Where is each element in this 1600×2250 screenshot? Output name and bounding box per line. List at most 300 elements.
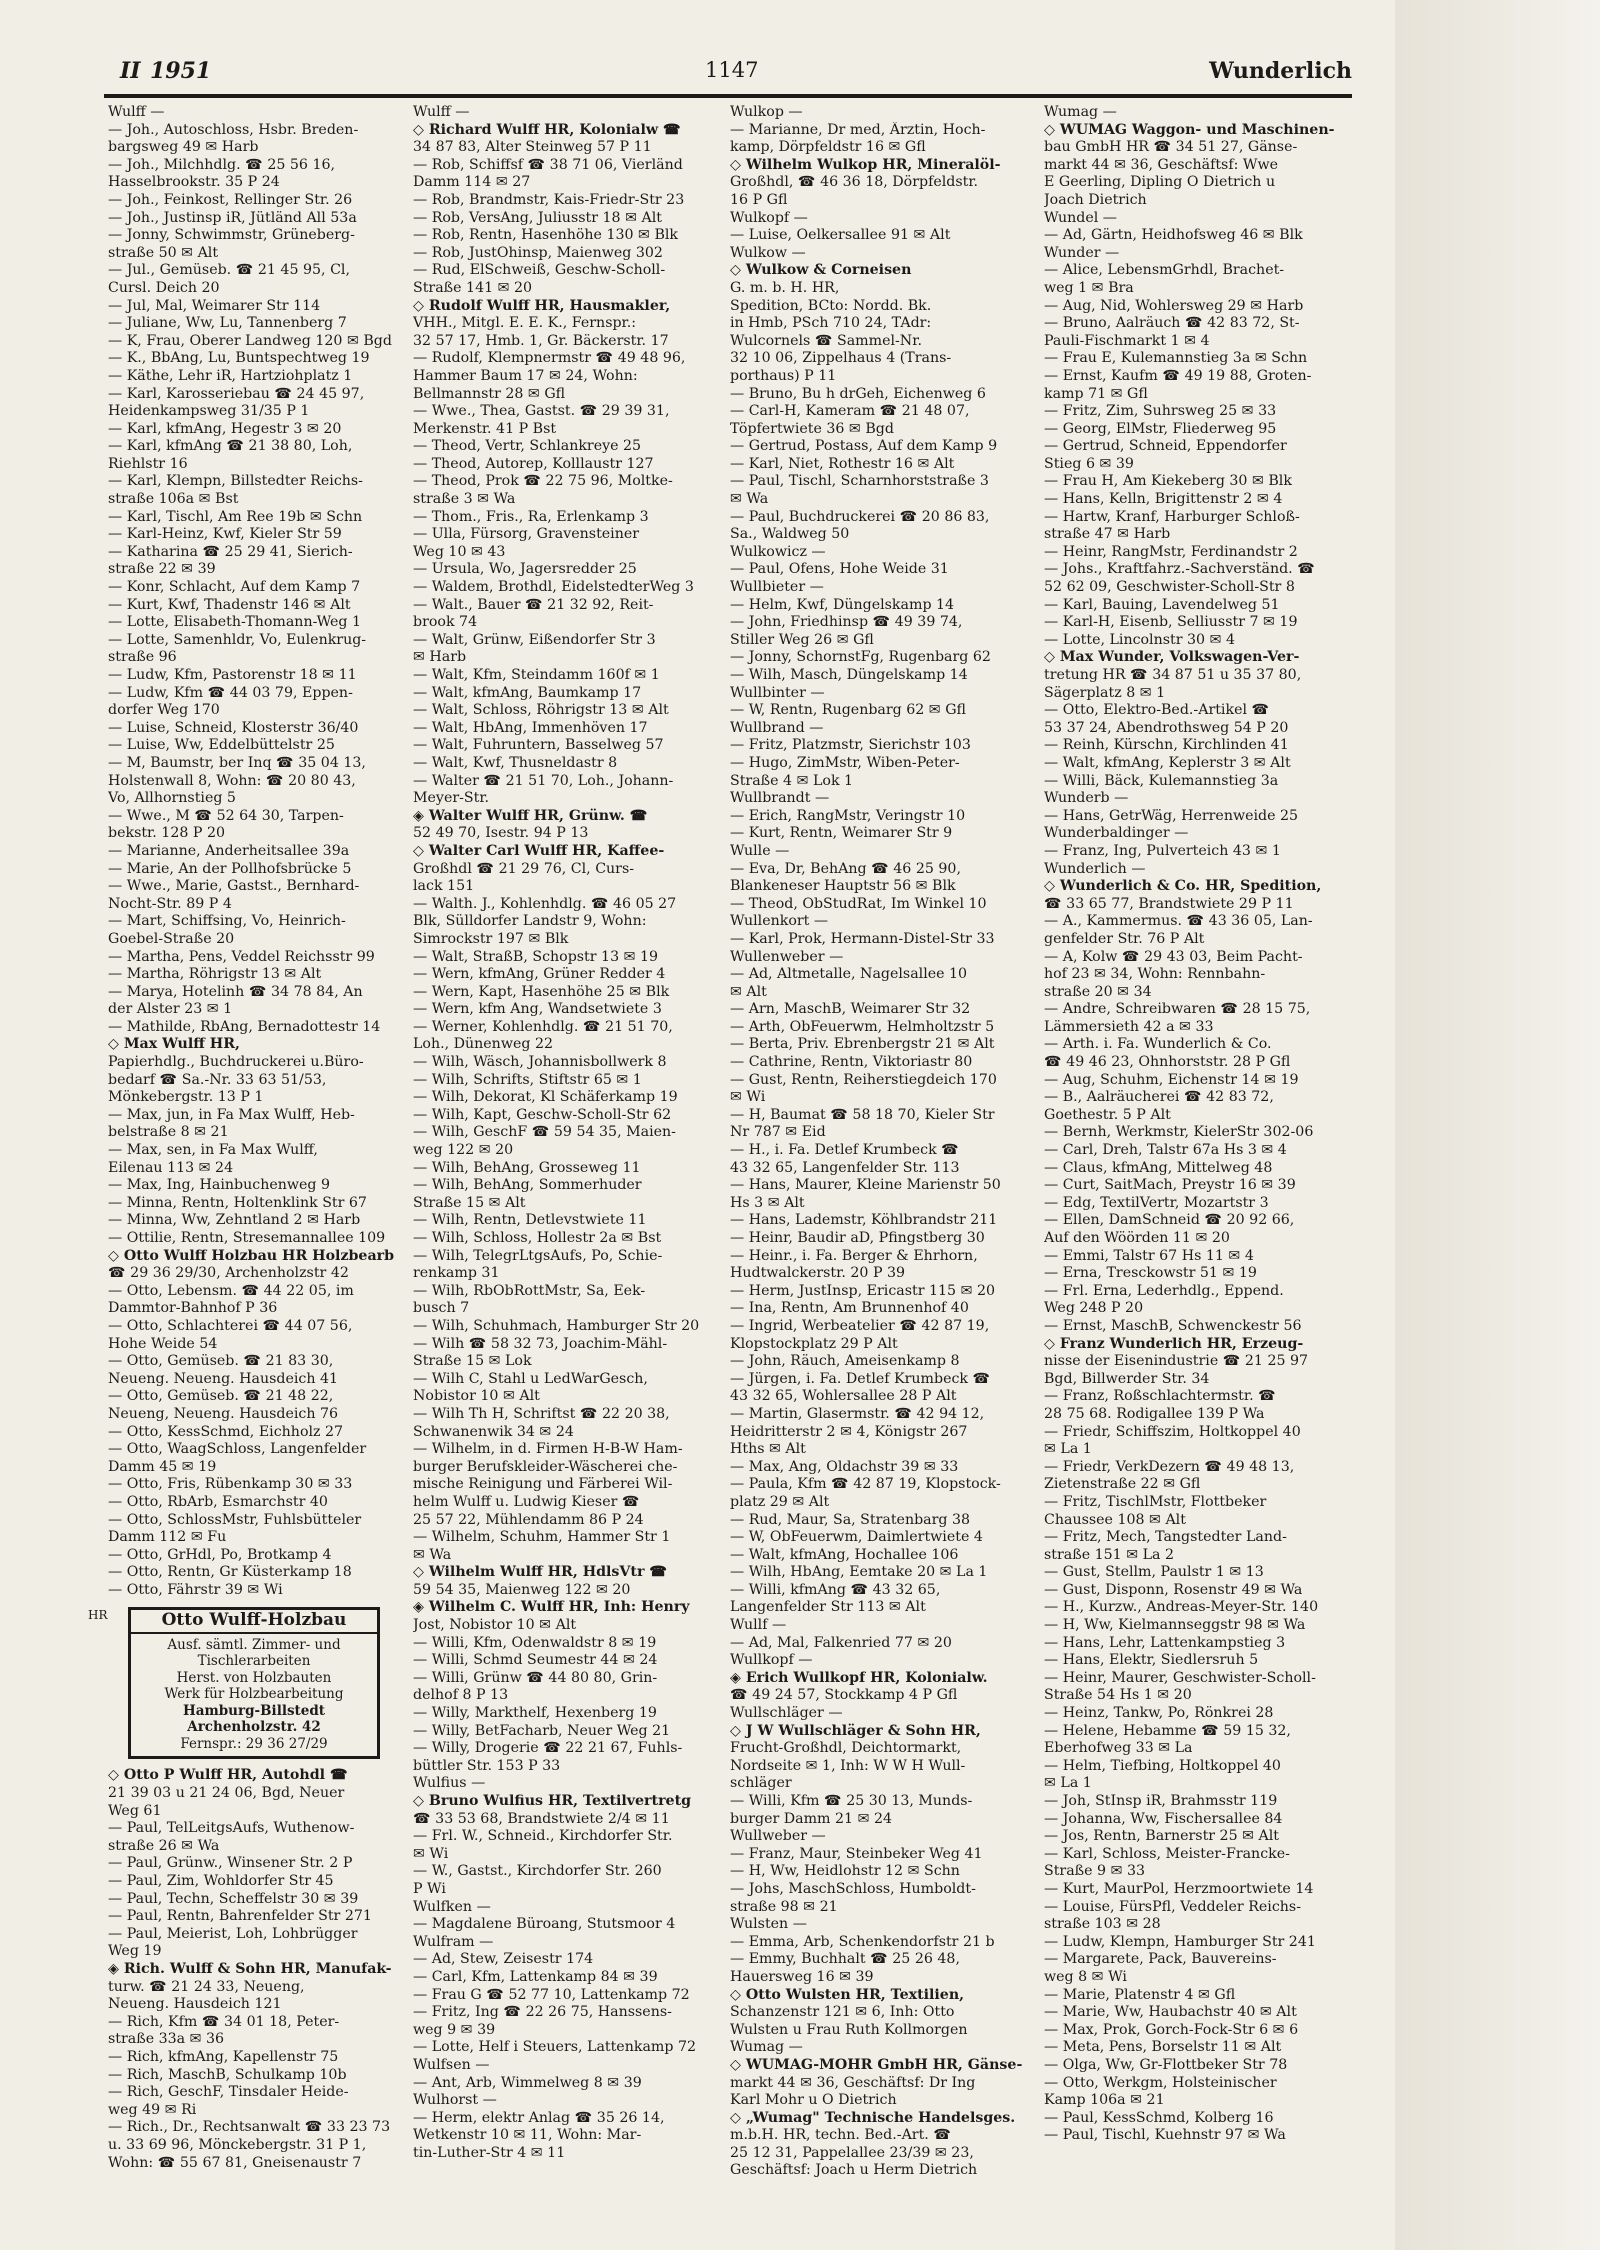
directory-line: ◇ Max Wulff HR,	[108, 1036, 240, 1053]
directory-line: — Fritz, TischlMstr, Flottbeker	[1044, 1493, 1267, 1510]
directory-line: — Helene, Hebamme ☎ 59 15 32,	[1044, 1722, 1291, 1739]
directory-line: Straße 141 ✉ 20	[413, 279, 533, 296]
directory-line: Neueng. Neueng. Hausdeich 41	[108, 1370, 339, 1387]
directory-line: kamp, Dörpfeldstr 16 ✉ Gfl	[730, 139, 926, 156]
directory-line: — Ad, Altmetalle, Nagelsallee 10	[730, 966, 968, 983]
directory-line: — Ludw, Klempn, Hamburger Str 241	[1044, 1933, 1316, 1950]
directory-line: — Walt, StraßB, Schopstr 13 ✉ 19	[413, 948, 659, 965]
directory-line: Neueng, Neueng. Hausdeich 76	[108, 1405, 339, 1422]
directory-line: — Georg, ElMstr, Fliederweg 95	[1044, 420, 1277, 437]
directory-line: — Aug, Nid, Wohlersweg 29 ✉ Harb	[1044, 297, 1304, 314]
directory-line: — Ernst, Kaufm ☎ 49 19 88, Groten-	[1044, 367, 1312, 384]
directory-line: Wundel —	[1044, 209, 1117, 226]
column-4-entries	[1044, 104, 1336, 2145]
directory-line: — Otto, Schlachterei ☎ 44 07 56,	[108, 1317, 353, 1334]
directory-line: ◇ Wunderlich & Co. HR, Spedition,	[1044, 878, 1322, 895]
directory-line: — Margarete, Pack, Bauvereins-	[1044, 1951, 1277, 1968]
directory-line: — Ludw, Kfm ☎ 44 03 79, Eppen-	[108, 684, 353, 701]
directory-line: Holstenwall 8, Wohn: ☎ 20 80 43,	[108, 772, 356, 789]
directory-line: — Rob, Brandmstr, Kais-Friedr-Str 23	[413, 191, 685, 208]
directory-line: — Aug, Schuhm, Eichenstr 14 ✉ 19	[1044, 1071, 1299, 1088]
directory-line: weg 9 ✉ 39	[413, 2021, 496, 2038]
directory-line: — Willy, Markthelf, Hexenberg 19	[413, 1705, 657, 1722]
directory-line: kamp 71 ✉ Gfl	[1044, 385, 1148, 402]
directory-line: — Wilh, GeschF ☎ 59 54 35, Maien-	[413, 1124, 676, 1141]
directory-line: straße 22 ✉ 39	[108, 561, 216, 578]
directory-line: — Willi, Bäck, Kulemannstieg 3a	[1044, 772, 1279, 789]
directory-line: Wulfram —	[413, 1933, 494, 1950]
directory-line: — Ad, Gärtn, Heidhofsweg 46 ✉ Blk	[1044, 227, 1303, 244]
directory-line: — Jonny, SchornstFg, Rugenbarg 62	[730, 649, 991, 666]
directory-line: — Frau H, Am Kiekeberg 30 ✉ Blk	[1044, 473, 1292, 490]
directory-line: — Frl. W., Schneid., Kirchdorfer Str.	[413, 1828, 673, 1845]
directory-line: 34 87 83, Alter Steinweg 57 P 11	[413, 139, 652, 156]
directory-line: — Rich, Kfm ☎ 34 01 18, Peter-	[108, 2013, 340, 2030]
directory-line: — B., Aalräucherei ☎ 42 83 72,	[1044, 1089, 1274, 1106]
directory-line: — Wilh, Rentn, Detlevstwiete 11	[413, 1212, 647, 1229]
directory-line: — Hans, Elektr, Siedlersruh 5	[1044, 1652, 1259, 1669]
directory-line: Goebel-Straße 20	[108, 930, 235, 947]
directory-line: — Wilh, Schuhmach, Hamburger Str 20	[413, 1317, 700, 1334]
directory-line: renkamp 31	[413, 1265, 500, 1282]
directory-line: ◇ Otto Wulsten HR, Textilien,	[730, 1986, 965, 2003]
directory-line: VHH., Mitgl. E. E. K., Fernspr.:	[413, 315, 637, 332]
directory-line: Joach Dietrich	[1044, 191, 1147, 208]
directory-line: bedarf ☎ Sa.-Nr. 33 63 51/53,	[108, 1071, 327, 1088]
directory-line: Wunderbaldinger —	[1044, 825, 1189, 842]
directory-line: — Johs., Kraftfahrz.-Sachverständ. ☎	[1044, 561, 1315, 578]
directory-line: — Walter ☎ 21 51 70, Loh., Johann-	[413, 772, 674, 789]
directory-line: ✉ Alt	[730, 983, 767, 1000]
directory-line: dorfer Weg 170	[108, 702, 220, 719]
directory-line: — Otto, Lebensm. ☎ 44 22 05, im	[108, 1282, 354, 1299]
directory-line: hof 23 ✉ 34, Wohn: Rennbahn-	[1044, 966, 1266, 983]
directory-line: — Paul, TelLeitgsAufs, Wuthenow-	[108, 1820, 355, 1837]
directory-line: weg 1 ✉ Bra	[1044, 279, 1134, 296]
directory-line: — Willi, Kfm, Odenwaldstr 8 ✉ 19	[413, 1634, 657, 1651]
directory-line: — Joh, StInsp iR, Brahmsstr 119	[1044, 1793, 1278, 1809]
directory-line: — Claus, kfmAng, Mittelweg 48	[1044, 1159, 1273, 1176]
directory-line: — Kurt, Rentn, Weimarer Str 9	[730, 825, 953, 842]
directory-line: — Ellen, DamSchneid ☎ 20 92 66,	[1044, 1212, 1295, 1229]
directory-line: mische Reinigung und Färberei Wil-	[413, 1476, 673, 1493]
directory-line: — Hans, GetrWäg, Herrenweide 25	[1044, 807, 1299, 824]
directory-line: straße 98 ✉ 21	[730, 1898, 838, 1915]
directory-line: — H, Ww, Kielmannseggstr 98 ✉ Wa	[1044, 1617, 1306, 1634]
directory-line: Wumag —	[730, 2039, 803, 2056]
directory-line: — Helm, Tiefbing, Holtkoppel 40	[1044, 1757, 1281, 1774]
directory-line: — Willi, Grünw ☎ 44 80 80, Grin-	[413, 1669, 658, 1686]
directory-line: 52 62 09, Geschwister-Scholl-Str 8	[1044, 579, 1295, 596]
directory-line: ◈ Erich Wullkopf HR, Kolonialw.	[730, 1669, 988, 1686]
directory-line: straße 26 ✉ Wa	[108, 1837, 220, 1854]
directory-line: — Meta, Pens, Borselstr 11 ✉ Alt	[1044, 2039, 1282, 2056]
directory-line: — Reinh, Kürschn, Kirchlinden 41	[1044, 737, 1289, 754]
directory-line: — Hans, Maurer, Kleine Marienstr 50	[730, 1177, 1001, 1194]
directory-line: — H., Kurzw., Andreas-Meyer-Str. 140	[1044, 1599, 1319, 1616]
column-2-entries	[413, 104, 705, 2162]
directory-line: Wullweber —	[730, 1828, 826, 1845]
page-header	[120, 58, 1352, 98]
directory-line: ◈ Rich. Wulff & Sohn HR, Manufak-	[108, 1961, 392, 1977]
directory-line: — Curt, SaitMach, Preystr 16 ✉ 39	[1044, 1177, 1296, 1194]
directory-line: — Willi, Kfm ☎ 25 30 13, Munds-	[730, 1793, 973, 1809]
directory-line: — Wwe., Thea, Gastst. ☎ 29 39 31,	[413, 403, 670, 420]
directory-line: Wulkopf —	[730, 209, 808, 226]
directory-line: — Heinr, Maurer, Geschwister-Scholl-	[1044, 1669, 1316, 1686]
directory-line: ☎ 49 24 57, Stockkamp 4 P Gfl	[730, 1687, 958, 1704]
directory-line: — Paul, Meierist, Loh, Lohbrügger	[108, 1925, 358, 1942]
directory-line: — Walth. J., Kohlenhdlg. ☎ 46 05 27	[413, 895, 677, 912]
directory-line: — John, Räuch, Ameisenkamp 8	[730, 1353, 960, 1370]
directory-line: — W, Rentn, Rugenbarg 62 ✉ Gfl	[730, 702, 966, 719]
directory-line: ◇ Otto P Wulff HR, Autohdl ☎	[108, 1767, 348, 1784]
directory-line: — Lotte, Samenhldr, Vo, Eulenkrug-	[108, 631, 367, 648]
directory-line: weg 49 ✉ Ri	[108, 2101, 197, 2118]
directory-line: — Ingrid, Werbeatelier ☎ 42 87 19,	[730, 1317, 990, 1334]
directory-line: Wulff —	[108, 104, 165, 120]
directory-line: — Max, jun, in Fa Max Wulff, Heb-	[108, 1106, 355, 1123]
directory-line: — Ad, Mal, Falkenried 77 ✉ 20	[730, 1634, 952, 1651]
directory-line: straße 96	[108, 649, 177, 666]
directory-line: Kamp 106a ✉ 21	[1044, 2092, 1165, 2109]
directory-line: Karl Mohr u O Dietrich	[730, 2092, 897, 2109]
advertisement	[88, 1607, 400, 1759]
directory-line: Wulkop —	[730, 104, 803, 120]
directory-line: ◇ J W Wullschläger & Sohn HR,	[730, 1722, 981, 1739]
directory-line: Lämmersieth 42 a ✉ 33	[1044, 1018, 1214, 1035]
directory-line: — Edg, TextilVertr, Mozartstr 3	[1044, 1194, 1269, 1211]
directory-line: Spedition, BCto: Nordd. Bk.	[730, 297, 932, 314]
column-3	[730, 104, 1022, 2180]
directory-line: — John, Friedhinsp ☎ 49 39 74,	[730, 614, 963, 631]
directory-line: Merkenstr. 41 P Bst	[413, 420, 557, 437]
directory-line: — Wilh, Masch, Düngelskamp 14	[730, 667, 968, 683]
directory-line: — Carl, Dreh, Talstr 67a Hs 3 ✉ 4	[1044, 1142, 1287, 1159]
directory-line: — Otto, Fris, Rübenkamp 30 ✉ 33	[108, 1476, 353, 1493]
directory-line: ☎ 33 65 77, Brandstwiete 29 P 11	[1044, 895, 1294, 912]
directory-line: — Rich., Dr., Rechtsanwalt ☎ 33 23 73	[108, 2119, 391, 2136]
directory-line: G. m. b. H. HR,	[730, 279, 840, 296]
directory-line: Chaussee 108 ✉ Alt	[1044, 1511, 1186, 1528]
directory-line: — Emmi, Talstr 67 Hs 11 ✉ 4	[1044, 1247, 1254, 1264]
directory-line: Auf den Wöörden 11 ✉ 20	[1044, 1230, 1230, 1246]
directory-line: burger Damm 21 ✉ 24	[730, 1810, 893, 1827]
directory-line: — Hans, Lademstr, Köhlbrandstr 211	[730, 1212, 998, 1229]
ad-title: Otto Wulff-Holzbau	[131, 1612, 377, 1634]
directory-line: ◇ Richard Wulff HR, Kolonialw ☎	[413, 121, 681, 138]
directory-line: — Wilh, Schrifts, Stiftstr 65 ✉ 1	[413, 1071, 642, 1088]
directory-line: Pauli-Fischmarkt 1 ✉ 4	[1044, 332, 1210, 349]
directory-line: ✉ Wi	[413, 1845, 449, 1862]
directory-line: P Wi	[413, 1880, 446, 1897]
directory-line: — Max, Prok, Gorch-Fock-Str 6 ✉ 6	[1044, 2021, 1299, 2038]
directory-line: — Wilh, Dekorat, Kl Schäferkamp 19	[413, 1089, 678, 1106]
directory-line: Zietenstraße 22 ✉ Gfl	[1044, 1476, 1201, 1493]
directory-line: — Jonny, Schwimmstr, Grüneberg-	[108, 227, 355, 244]
directory-line: ☎ 29 36 29/30, Archenholzstr 42	[108, 1265, 349, 1282]
header-keyword: Wunderlich	[1209, 58, 1352, 84]
directory-line: Straße 9 ✉ 33	[1044, 1863, 1146, 1880]
column-4	[1044, 104, 1336, 2145]
directory-line: brook 74	[413, 614, 478, 631]
directory-line: — Luise, Schneid, Klosterstr 36/40	[108, 719, 359, 736]
directory-line: — Frau G ☎ 52 77 10, Lattenkamp 72	[413, 1986, 690, 2003]
directory-line: — Friedr, Schiffszim, Holtkoppel 40	[1044, 1423, 1301, 1440]
directory-line: 28 75 68. Rodigallee 139 P Wa	[1044, 1405, 1265, 1422]
directory-line: ◇ „Wumag" Technische Handelsges.	[730, 2109, 1016, 2126]
directory-line: — Martha, Pens, Veddel Reichsstr 99	[108, 948, 375, 965]
directory-line: Wunder —	[1044, 244, 1120, 261]
directory-line: straße 3 ✉ Wa	[413, 491, 516, 508]
directory-line: Hs 3 ✉ Alt	[730, 1194, 805, 1211]
directory-line: — Johanna, Ww, Fischersallee 84	[1044, 1810, 1283, 1827]
directory-line: ✉ La 1	[1044, 1441, 1092, 1458]
directory-line: — Paul, Tischl, Scharnhorststraße 3	[730, 473, 989, 490]
directory-line: schläger	[730, 1775, 792, 1792]
directory-line: — Bruno, Aalräuch ☎ 42 83 72, St-	[1044, 315, 1300, 332]
directory-line: — Joh., Autoschloss, Hsbr. Breden-	[108, 121, 359, 138]
directory-line: — Thom., Fris., Ra, Erlenkamp 3	[413, 508, 649, 525]
directory-line: Hudtwalckerstr. 20 P 39	[730, 1265, 906, 1282]
directory-line: — Walt., Bauer ☎ 21 32 92, Reit-	[413, 596, 654, 613]
directory-line: Wullenkort —	[730, 913, 829, 930]
directory-line: — Walt, Schloss, Röhrigstr 13 ✉ Alt	[413, 702, 669, 719]
directory-line: — Walt, Grünw, Eißendorfer Str 3	[413, 631, 656, 648]
directory-line: Geschäftsf: Joach u Herm Dietrich	[730, 2162, 978, 2179]
directory-line: — Herm, elektr Anlag ☎ 35 26 14,	[413, 2109, 665, 2126]
directory-line: — Wilh, BehAng, Sommerhuder	[413, 1177, 642, 1194]
directory-line: ◇ Wulkow & Corneisen	[730, 262, 912, 279]
directory-line: — Otto, Fährstr 39 ✉ Wi	[108, 1581, 283, 1598]
column-3-entries	[730, 104, 1022, 2180]
directory-line: — Max, sen, in Fa Max Wulff,	[108, 1142, 318, 1159]
directory-line: ◇ Walter Carl Wulff HR, Kaffee-	[413, 842, 665, 859]
directory-line: — Rich, kfmAng, Kapellenstr 75	[108, 2048, 339, 2065]
directory-line: — Franz, Roßschlachtermstr. ☎	[1044, 1388, 1276, 1405]
directory-line: 32 10 06, Zippelhaus 4 (Trans-	[730, 350, 952, 367]
directory-line: — Ad, Stew, Zeisestr 174	[413, 1951, 594, 1968]
directory-line: — Wilh ☎ 58 32 73, Joachim-Mähl-	[413, 1335, 668, 1352]
directory-line: Eberhofweg 33 ✉ La	[1044, 1740, 1193, 1757]
directory-line: — Ernst, MaschB, Schwenckestr 56	[1044, 1317, 1302, 1334]
directory-line: — Gust, Stellm, Paulstr 1 ✉ 13	[1044, 1564, 1264, 1581]
directory-line: — Walt, Kfm, Steindamm 160f ✉ 1	[413, 667, 660, 683]
directory-line: — Paul, Techn, Scheffelstr 30 ✉ 39	[108, 1890, 359, 1907]
directory-line: straße 106a ✉ Bst	[108, 491, 239, 508]
directory-line: lack 151	[413, 878, 475, 895]
directory-line: — Hartw, Kranf, Harburger Schloß-	[1044, 508, 1300, 525]
directory-line: — Max, Ang, Oldachstr 39 ✉ 33	[730, 1458, 959, 1475]
directory-line: — Mathilde, RbAng, Bernadottestr 14	[108, 1018, 381, 1035]
directory-line: 59 54 35, Maienweg 122 ✉ 20	[413, 1581, 631, 1598]
ad-address: Archenholzstr. 42	[187, 1719, 321, 1736]
directory-line: — Magdalene Büroang, Stutsmoor 4	[413, 1916, 676, 1933]
directory-line: — Franz, Maur, Steinbeker Weg 41	[730, 1845, 983, 1862]
directory-line: — Emmy, Buchhalt ☎ 25 26 48,	[730, 1951, 960, 1968]
directory-line: — Rob, VersAng, Juliusstr 18 ✉ Alt	[413, 209, 662, 226]
year-label: 1951	[150, 58, 212, 84]
directory-line: — Paul, Ofens, Hohe Weide 31	[730, 561, 949, 578]
directory-line: Riehlstr 16	[108, 455, 188, 472]
directory-line: — Rob, Schiffsf ☎ 38 71 06, Vierländ	[413, 156, 683, 173]
directory-line: Goethestr. 5 P Alt	[1044, 1106, 1171, 1123]
directory-line: tretung HR ☎ 34 87 51 u 35 37 80,	[1044, 667, 1302, 683]
directory-line: — Wilh, HbAng, Eemtake 20 ✉ La 1	[730, 1564, 988, 1581]
directory-line: — Marie, Platenstr 4 ✉ Gfl	[1044, 1986, 1236, 2003]
directory-line: Bgd, Billwerder Str. 34	[1044, 1370, 1210, 1387]
directory-line: — Franz, Ing, Pulverteich 43 ✉ 1	[1044, 842, 1281, 859]
directory-line: — Otto, Gemüseb. ☎ 21 48 22,	[108, 1388, 334, 1405]
directory-line: — Rich, MaschB, Schulkamp 10b	[108, 2066, 347, 2083]
directory-line: — Berta, Priv. Ebrenbergstr 21 ✉ Alt	[730, 1036, 995, 1053]
volume-label: II	[120, 58, 141, 84]
ad-line: Ausf. sämtl. Zimmer- und	[167, 1636, 341, 1653]
directory-line: Weg 10 ✉ 43	[413, 543, 506, 560]
directory-line: — Wilh, Wäsch, Johannisbollwerk 8	[413, 1054, 667, 1071]
directory-line: — Karl, Karosseriebau ☎ 24 45 97,	[108, 385, 365, 402]
directory-line: — Marie, An der Pollhofsbrücke 5	[108, 860, 352, 877]
directory-line: — Bernh, Werkmstr, KielerStr 302-06	[1044, 1124, 1314, 1141]
directory-line: — K., BbAng, Lu, Buntspechtweg 19	[108, 350, 370, 367]
directory-line: Wumag —	[1044, 104, 1117, 120]
directory-line: Straße 15 ✉ Lok	[413, 1353, 532, 1370]
directory-line: — Cathrine, Rentn, Viktoriastr 80	[730, 1054, 973, 1071]
directory-line: — Jul., Gemüseb. ☎ 21 45 95, Cl,	[108, 262, 350, 279]
directory-line: — Ulla, Fürsorg, Gravensteiner	[413, 526, 640, 543]
directory-line: — Emma, Arb, Schenkendorfstr 21 b	[730, 1933, 995, 1950]
directory-line: straße 151 ✉ La 2	[1044, 1546, 1175, 1563]
directory-line: — Hans, Kelln, Brigittenstr 2 ✉ 4	[1044, 491, 1283, 508]
directory-line: — Otto, KessSchmd, Eichholz 27	[108, 1423, 344, 1440]
directory-line: 25 57 22, Mühlendamm 86 P 24	[413, 1511, 644, 1528]
directory-line: — Frau E, Kulemannstieg 3a ✉ Schn	[1044, 350, 1308, 367]
directory-line: — Kurt, MaurPol, Herzmoortwiete 14	[1044, 1880, 1314, 1897]
directory-line: — Otto, Rentn, Gr Küsterkamp 18	[108, 1564, 352, 1581]
directory-line: 43 32 65, Wohlersallee 28 P Alt	[730, 1388, 957, 1405]
directory-line: ✉ Harb	[413, 649, 467, 666]
directory-line: — Walt, kfmAng, Baumkamp 17	[413, 684, 642, 701]
directory-line: — Wwe., Marie, Gastst., Bernhard-	[108, 878, 360, 895]
directory-line: Neueng. Hausdeich 121	[108, 1996, 282, 2013]
directory-line: — Lotte, Elisabeth-Thomann-Weg 1	[108, 614, 362, 631]
directory-line: — Otto, Gemüseb. ☎ 21 83 30,	[108, 1353, 334, 1370]
directory-line: Schanzenstr 121 ✉ 6, Inh: Otto	[730, 2004, 955, 2021]
directory-line: belstraße 8 ✉ 21	[108, 1124, 229, 1141]
directory-line: — Max, Ing, Hainbuchenweg 9	[108, 1177, 331, 1194]
directory-line: — Bruno, Bu h drGeh, Eichenweg 6	[730, 385, 986, 402]
directory-line: der Alster 23 ✉ 1	[108, 1001, 233, 1018]
directory-line: — Theod, Prok ☎ 22 75 96, Moltke-	[413, 473, 673, 490]
directory-line: Töpfertwiete 36 ✉ Bgd	[730, 420, 894, 437]
directory-line: Wullschläger —	[730, 1705, 843, 1722]
directory-line: Loh., Dünenweg 22	[413, 1036, 553, 1053]
directory-line: — Katharina ☎ 25 29 41, Sierich-	[108, 543, 353, 560]
directory-line: Nordseite ✉ 1, Inh: W W H Wull-	[730, 1757, 966, 1774]
directory-line: Dammtor-Bahnhof P 36	[108, 1300, 278, 1317]
directory-line: ◈ Wilhelm C. Wulff HR, Inh: Henry	[413, 1599, 690, 1616]
directory-line: Schwanenwik 34 ✉ 24	[413, 1423, 574, 1440]
directory-line: Stieg 6 ✉ 39	[1044, 455, 1134, 472]
directory-line: ✉ Wa	[413, 1546, 452, 1563]
directory-line: Sägerplatz 8 ✉ 1	[1044, 684, 1166, 701]
directory-line: Meyer-Str.	[413, 790, 490, 807]
directory-line: — Heinr, RangMstr, Ferdinandstr 2	[1044, 543, 1298, 560]
ad-line: Werk für Holzbearbeitung	[164, 1686, 344, 1703]
directory-line: tin-Luther-Str 4 ✉ 11	[413, 2144, 566, 2161]
directory-line: Damm 45 ✉ 19	[108, 1458, 217, 1475]
directory-line: — Carl, Kfm, Lattenkamp 84 ✉ 39	[413, 1968, 658, 1985]
directory-line: — Karl, Klempn, Billstedter Reichs-	[108, 473, 363, 490]
directory-line: Nr 787 ✉ Eid	[730, 1124, 826, 1141]
directory-line: Damm 114 ✉ 27	[413, 174, 531, 191]
directory-line: burger Berufskleider-Wäscherei che-	[413, 1458, 678, 1475]
directory-line: — Ant, Arb, Wimmelweg 8 ✉ 39	[413, 2074, 642, 2091]
directory-line: Nobistor 10 ✉ Alt	[413, 1388, 540, 1405]
directory-line: bau GmbH HR ☎ 34 51 27, Gänse-	[1044, 139, 1298, 156]
directory-line: Vo, Allhornstieg 5	[108, 790, 236, 807]
directory-line: Bellmannstr 28 ✉ Gfl	[413, 385, 566, 402]
directory-line: 16 P Gfl	[730, 191, 788, 208]
column-2	[413, 104, 705, 2162]
directory-line: weg 8 ✉ Wi	[1044, 1968, 1127, 1985]
directory-line: Wulfken —	[413, 1898, 491, 1915]
directory-line: 52 49 70, Isestr. 94 P 13	[413, 825, 589, 842]
directory-line: — Rudolf, Klempnermstr ☎ 49 48 96,	[413, 350, 686, 367]
directory-line: porthaus) P 11	[730, 367, 837, 384]
directory-line: — Erna, Tresckowstr 51 ✉ 19	[1044, 1265, 1257, 1282]
directory-line: — M, Baumstr, ber Inq ☎ 35 04 13,	[108, 754, 366, 771]
directory-line: straße 103 ✉ 28	[1044, 1916, 1161, 1933]
directory-line: büttler Str. 153 P 33	[413, 1757, 561, 1774]
ad-hr-tag: HR	[88, 1608, 108, 1623]
directory-line: — Fritz, Platzmstr, Sierichstr 103	[730, 737, 971, 754]
directory-line: Hammer Baum 17 ✉ 24, Wohn:	[413, 367, 638, 384]
directory-line: — Walt, Fuhruntern, Basselweg 57	[413, 737, 664, 754]
directory-line: — Wilhelm, Schuhm, Hammer Str 1	[413, 1529, 671, 1546]
directory-line: E Geerling, Dipling O Dietrich u	[1044, 174, 1276, 191]
directory-line: — Minna, Ww, Zehntland 2 ✉ Harb	[108, 1212, 361, 1229]
column-1-entries	[108, 104, 400, 1599]
directory-line: — Wilh, BehAng, Grosseweg 11	[413, 1159, 641, 1176]
directory-line: — Martin, Glasermstr. ☎ 42 94 12,	[730, 1405, 985, 1422]
directory-line: Weg 248 P 20	[1044, 1300, 1144, 1317]
directory-line: — Otto, Werkgm, Holsteinischer	[1044, 2074, 1277, 2091]
directory-line: — Wern, kfmAng, Grüner Redder 4	[413, 966, 666, 983]
directory-line: Mönkebergstr. 13 P 1	[108, 1089, 264, 1106]
directory-line: — Heinr., i. Fa. Berger & Ehrhorn,	[730, 1247, 978, 1264]
directory-line: turw. ☎ 21 24 33, Neueng,	[108, 1978, 305, 1995]
directory-line: — Friedr, VerkDezern ☎ 49 48 13,	[1044, 1458, 1295, 1475]
directory-line: ◇ Max Wunder, Volkswagen-Ver-	[1044, 649, 1300, 666]
directory-line: ☎ 49 46 23, Ohnhorststr. 28 P Gfl	[1044, 1054, 1291, 1071]
directory-line: Frucht-Großhdl, Deichtormarkt,	[730, 1740, 962, 1757]
directory-line: busch 7	[413, 1300, 470, 1317]
directory-line: — Lotte, Helf i Steuers, Lattenkamp 72	[413, 2039, 696, 2056]
directory-line: — Marie, Ww, Haubachstr 40 ✉ Alt	[1044, 2004, 1297, 2021]
directory-line: ◈ Walter Wulff HR, Grünw. ☎	[413, 807, 648, 824]
directory-line: Wulle —	[730, 842, 790, 859]
directory-line: u. 33 69 96, Mönckebergstr. 31 P 1,	[108, 2136, 367, 2153]
directory-line: — Gertrud, Postass, Auf dem Kamp 9	[730, 438, 998, 455]
directory-line: — Otto, RbArb, Esmarchstr 40	[108, 1493, 328, 1510]
directory-line: — Wilh, RbObRottMstr, Sa, Eek-	[413, 1282, 646, 1299]
directory-line: ◇ Wilhelm Wulff HR, HdlsVtr ☎	[413, 1564, 668, 1581]
directory-line: Wulkowicz —	[730, 543, 826, 560]
directory-line: — A., Kammermus. ☎ 43 36 05, Lan-	[1044, 913, 1313, 930]
directory-line: Wullbrandt —	[730, 790, 830, 807]
directory-line: — Eva, Dr, BehAng ☎ 46 25 90,	[730, 860, 961, 877]
